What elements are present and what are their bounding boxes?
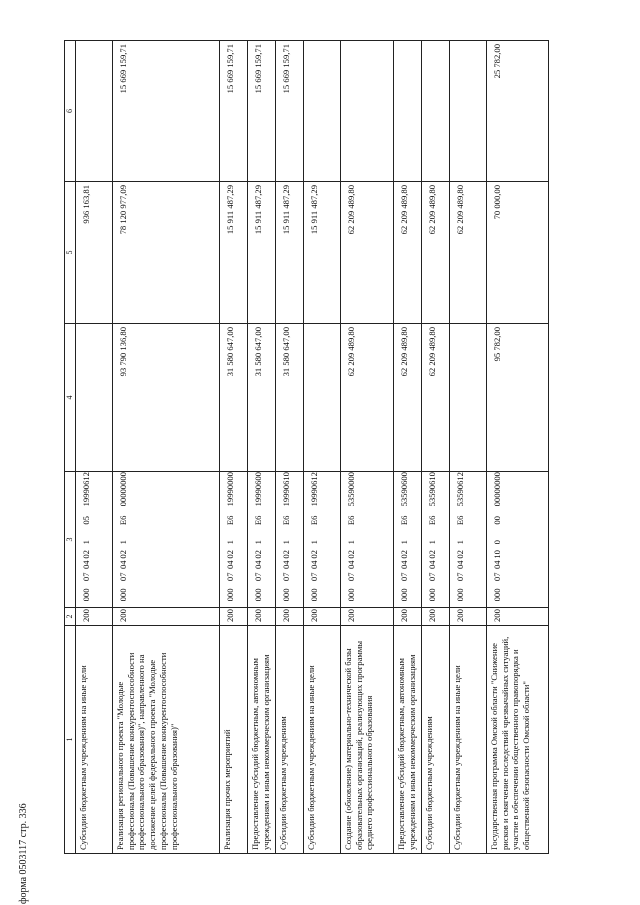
code-part: 04 [455,560,465,570]
code-part: 000 [346,588,356,602]
code-part: 000 [427,588,437,602]
row-approved-amount: 95 782,00 [487,324,549,472]
table-row [76,41,113,854]
code-part: 1 [81,540,91,545]
code-part: 612 [455,472,465,485]
table-row [487,41,549,854]
code-part: 19990 [81,484,91,507]
row-line-code: 200 [276,608,304,626]
report-table-rotated [64,41,548,854]
code-part: 02 [225,550,235,559]
row-line-code: 200 [394,608,422,626]
code-part: 53590 [346,484,356,507]
row-unexecuted-amount: 15 669 159,71 [220,41,248,182]
code-part: 1 [281,540,291,545]
form-page-label: форма 0503117 стр. 336 [18,803,29,904]
code-part: Е6 [118,515,128,526]
row-executed-amount: 936 163,81 [76,182,113,324]
code-part: 02 [399,550,409,559]
row-line-code: 200 [304,608,341,626]
code-part: 10 [492,550,502,559]
code-part: 00000 [118,484,128,507]
row-line-code: 200 [113,608,220,626]
code-part: 000 [346,472,356,485]
code-part: 07 [492,572,502,582]
code-part: 07 [118,572,128,582]
code-part: 1 [427,540,437,545]
code-part: 1 [253,540,263,545]
table-row [450,41,487,854]
code-part: 04 [225,560,235,570]
code-part: 1 [455,540,465,545]
code-part: 19990 [309,484,319,507]
col-header-2: 2 [65,608,76,626]
row-approved-amount [76,324,113,472]
row-line-code: 200 [248,608,276,626]
row-executed-amount: 15 911 487,29 [248,182,276,324]
code-part: 000 [455,588,465,602]
row-approved-amount: 62 209 489,80 [394,324,422,472]
row-name: Субсидии бюджетным учреждениям [422,626,450,854]
code-part: 600 [253,472,263,485]
row-unexecuted-amount [394,41,422,182]
row-name: Субсидии бюджетным учреждениям [276,626,304,854]
code-part: Е6 [253,515,263,526]
code-part: 07 [309,572,319,582]
code-part: 53590 [427,484,437,507]
code-part: 000 [399,588,409,602]
table-row [248,41,276,854]
code-part: Е6 [281,515,291,526]
code-part: 19990 [225,484,235,507]
table-row [422,41,450,854]
code-part: 000 [81,588,91,602]
code-part: 04 [309,560,319,570]
code-part: 02 [118,550,128,559]
code-part: 02 [455,550,465,559]
code-part: 612 [81,472,91,485]
row-unexecuted-amount [450,41,487,182]
table-row [304,41,341,854]
row-unexecuted-amount: 15 669 159,71 [276,41,304,182]
row-unexecuted-amount: 25 782,00 [487,41,549,182]
code-part: 53590 [455,484,465,507]
row-approved-amount: 31 580 647,00 [248,324,276,472]
table-row [113,41,220,854]
row-name: Предоставление субсидий бюджетным, автономным учреждениям и иным некоммерческим организациям [394,626,422,854]
row-line-code: 200 [220,608,248,626]
code-part: 02 [309,550,319,559]
code-part: 02 [81,550,91,559]
col-header-3: 3 [65,472,76,608]
row-name: Реализация прочих мероприятий [220,626,248,854]
table-row [394,41,422,854]
row-classification-code [76,472,113,608]
code-part: 000 [309,588,319,602]
row-approved-amount: 31 580 647,00 [220,324,248,472]
code-part: 07 [399,572,409,582]
code-part: 610 [281,472,291,485]
row-unexecuted-amount: 15 669 159,71 [248,41,276,182]
row-approved-amount: 31 580 647,00 [276,324,304,472]
row-line-code: 200 [422,608,450,626]
row-approved-amount [304,324,341,472]
row-executed-amount: 15 911 487,29 [304,182,341,324]
code-part: 53590 [399,484,409,507]
code-part: 04 [399,560,409,570]
row-executed-amount: 78 120 977,09 [113,182,220,324]
row-line-code: 200 [487,608,549,626]
col-header-6: 6 [65,41,76,182]
code-part: 02 [281,550,291,559]
row-name: Субсидии бюджетным учреждениям на иные цели [304,626,341,854]
row-executed-amount: 15 911 487,29 [220,182,248,324]
row-unexecuted-amount [422,41,450,182]
code-part: 000 [492,588,502,602]
code-part: 07 [427,572,437,582]
code-part: 04 [427,560,437,570]
row-name: Государственная программа Омской области "Снижение рисков и смягчение последствий чрезвычайных ситуаций, участие в обеспечении общественного правопорядка и общественной безопасности Омской области" [487,626,549,854]
code-part: 19990 [281,484,291,507]
code-part: 1 [309,540,319,545]
row-unexecuted-amount [341,41,394,182]
code-part: 600 [399,472,409,485]
code-part: 00 [492,516,502,525]
code-part: 02 [253,550,263,559]
code-part: 07 [281,572,291,582]
row-approved-amount: 62 209 489,80 [422,324,450,472]
code-part: Е6 [225,515,235,526]
row-line-code: 200 [341,608,394,626]
code-part: 000 [118,472,128,485]
row-executed-amount: 62 209 489,80 [394,182,422,324]
row-executed-amount: 62 209 489,80 [450,182,487,324]
code-part: Е6 [399,515,409,526]
code-part: 04 [346,560,356,570]
code-part: 000 [225,588,235,602]
row-classification-code [341,472,394,608]
code-part: 02 [346,550,356,559]
row-name: Субсидии бюджетным учреждениям на иные цели [450,626,487,854]
row-line-code: 200 [450,608,487,626]
row-classification-code [248,472,276,608]
code-part: 04 [281,560,291,570]
code-part: 07 [455,572,465,582]
code-part: 000 [492,472,502,485]
row-classification-code [487,472,549,608]
row-approved-amount: 62 209 489,80 [341,324,394,472]
row-classification-code [394,472,422,608]
code-part: Е6 [427,515,437,526]
code-part: 00000 [492,484,502,507]
row-approved-amount: 93 790 136,80 [113,324,220,472]
row-name: Субсидии бюджетным учреждениям на иные цели [76,626,113,854]
code-part: 000 [118,588,128,602]
code-part: 000 [225,472,235,485]
col-header-5: 5 [65,182,76,324]
code-part: 0 [492,540,502,545]
code-part: 1 [225,540,235,545]
col-header-1: 1 [65,626,76,854]
table-row [220,41,248,854]
code-part: 1 [118,540,128,545]
code-part: 1 [399,540,409,545]
table-row [341,41,394,854]
row-classification-code [113,472,220,608]
code-part: 04 [118,560,128,570]
code-part: 04 [81,560,91,570]
row-classification-code [422,472,450,608]
row-unexecuted-amount: 15 669 159,71 [113,41,220,182]
col-header-4: 4 [65,324,76,472]
code-part: 07 [253,572,263,582]
row-unexecuted-amount [76,41,113,182]
column-number-header [65,41,76,854]
row-name: Создание (обновление) материально-технической базы образовательных организаций, реализующих программы среднего профессионального образования [341,626,394,854]
table-row [276,41,304,854]
row-classification-code [276,472,304,608]
row-classification-code [220,472,248,608]
code-part: 612 [309,472,319,485]
code-part: 07 [225,572,235,582]
row-line-code: 200 [76,608,113,626]
row-executed-amount: 62 209 489,80 [341,182,394,324]
code-part: 04 [492,560,502,570]
code-part: 19990 [253,484,263,507]
code-part: 04 [253,560,263,570]
row-executed-amount: 62 209 489,80 [422,182,450,324]
code-part: 000 [281,588,291,602]
row-executed-amount: 70 000,00 [487,182,549,324]
code-part: 1 [346,540,356,545]
row-name: Реализация регионального проекта "Молодые профессионалы (Повышение конкурентоспособности профессионального образования)", направленного на достижение целей федерального проекта "Молодые профессионалы (Повышение конкурентоспособности профессионального образования)" [113,626,220,854]
code-part: 000 [253,588,263,602]
row-approved-amount [450,324,487,472]
row-classification-code [450,472,487,608]
code-part: Е6 [455,515,465,526]
row-unexecuted-amount [304,41,341,182]
code-part: 02 [427,550,437,559]
expenditure-table [64,40,549,854]
row-name: Предоставление субсидий бюджетным, автономным учреждениям и иным некоммерческим организациям [248,626,276,854]
code-part: Е6 [309,515,319,526]
code-part: 610 [427,472,437,485]
row-classification-code [304,472,341,608]
code-part: 07 [346,572,356,582]
code-part: Е6 [346,515,356,526]
row-executed-amount: 15 911 487,29 [276,182,304,324]
code-part: 05 [81,516,91,525]
code-part: 07 [81,572,91,582]
